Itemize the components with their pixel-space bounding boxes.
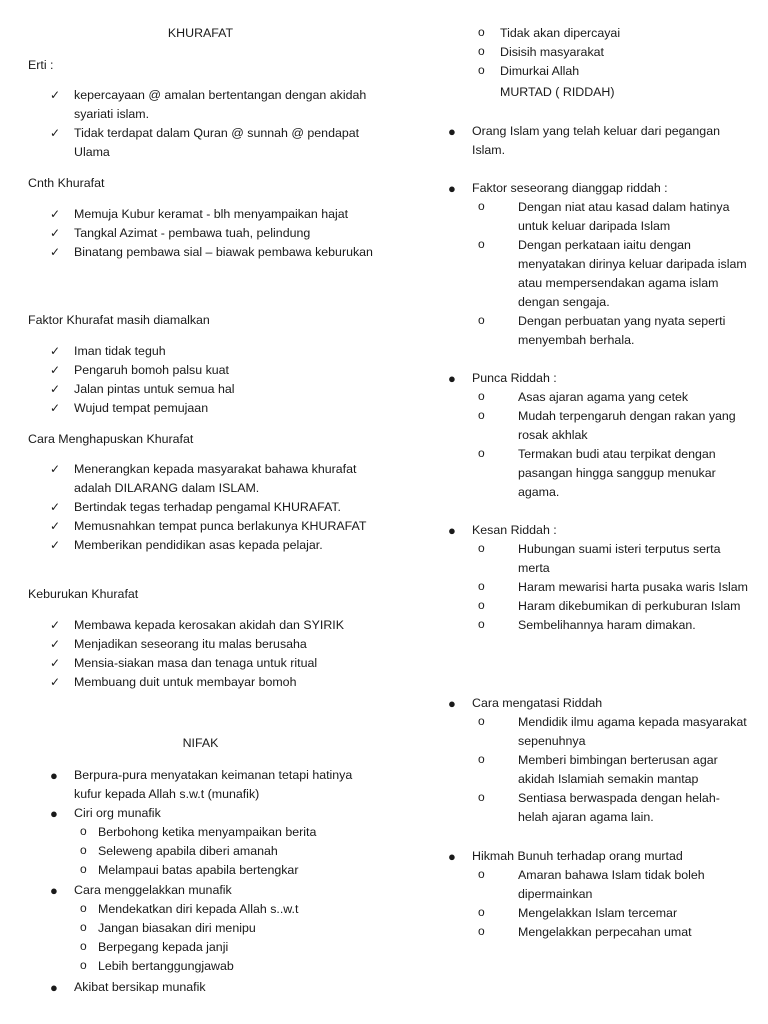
circle-bullet-icon: o <box>478 790 485 804</box>
list-item: ● Orang Islam yang telah keluar dari pegangan Islam. <box>448 124 720 157</box>
circle-bullet-icon: o <box>478 598 485 612</box>
circle-bullet-icon: o <box>478 44 485 58</box>
circle-bullet-icon: o <box>478 389 485 403</box>
list-item: ✓ Tidak terdapat dalam Quran @ sunnah @ pendapat Ulama <box>50 126 360 159</box>
cara-riddah-list <box>448 713 748 827</box>
bullet-icon: ● <box>448 181 456 196</box>
list-item: ● Berpura-pura menyatakan keimanan tetapi hatinya kufur kepada Allah s.w.t (munafik) <box>50 768 353 801</box>
list-item: ● Faktor seseorang dianggap riddah : <box>448 181 668 196</box>
list-item: o Mendidik ilmu agama kepada masyarakat sepenuhnya <box>478 714 747 748</box>
list-item: ● Cara mengatasi Riddah <box>448 696 603 711</box>
list-item: ✓ Menjadikan seseorang itu malas berusaha <box>28 635 373 654</box>
list-item: ✓ Menerangkan kepada masyarakat bahawa khurafat adalah DILARANG dalam ISLAM. <box>50 462 357 495</box>
list-item: o Dengan perbuatan yang nyata seperti menyembah berhala. <box>478 313 726 347</box>
murtad-title: MURTAD ( RIDDAH) <box>500 85 615 99</box>
list-item: ✓ kepercayaan @ amalan bertentangan dengan akidah syariati islam. <box>50 88 367 121</box>
check-icon: ✓ <box>50 207 61 221</box>
keburukan-list <box>28 616 373 692</box>
list-item: o Seleweng apabila diberi amanah <box>80 843 278 858</box>
check-icon: ✓ <box>50 675 61 689</box>
check-icon: ✓ <box>50 538 61 552</box>
list-item: ✓ Memusnahkan tempat punca berlakunya KHURAFAT <box>28 517 373 536</box>
list-item: o Disisih masyarakat <box>478 44 604 59</box>
top-consequence-list <box>448 24 748 81</box>
circle-bullet-icon: o <box>478 905 485 919</box>
faktor-heading: Faktor Khurafat masih diamalkan <box>28 313 210 327</box>
list-item: o Melampaui batas apabila bertengkar <box>80 862 299 877</box>
check-icon: ✓ <box>50 382 61 396</box>
murtad-def-list <box>448 122 748 160</box>
list-item: o Mengelakkan Islam tercemar <box>478 905 678 920</box>
circle-bullet-icon: o <box>478 541 485 555</box>
circle-bullet-icon: o <box>80 901 87 915</box>
list-item: ✓ Bertindak tegas terhadap pengamal KHURAFAT. <box>28 498 373 517</box>
nifak-list <box>28 766 373 823</box>
ciri-list <box>28 823 373 880</box>
list-item: ✓ Tangkal Azimat - pembawa tuah, pelindung <box>28 224 373 243</box>
list-item: o Haram mewarisi harta pusaka waris Islam <box>478 579 748 594</box>
check-icon: ✓ <box>50 88 61 102</box>
list-item: o Mendekatkan diri kepada Allah s..w.t <box>80 901 299 916</box>
cara-heading: Cara Menghapuskan Khurafat <box>28 432 194 446</box>
list-item: ✓ Pengaruh bomoh palsu kuat <box>28 361 373 380</box>
bullet-icon: ● <box>448 124 456 139</box>
circle-bullet-icon: o <box>478 408 485 422</box>
bullet-icon: ● <box>50 883 58 898</box>
cara-riddah-heading-list <box>448 694 748 713</box>
check-icon: ✓ <box>50 363 61 377</box>
circle-bullet-icon: o <box>80 920 87 934</box>
punca-list <box>448 388 748 502</box>
list-item: o Sentiasa berwaspada dengan helah-helah ajaran agama lain. <box>478 790 720 824</box>
list-item: ✓ Membawa kepada kerosakan akidah dan SYIRIK <box>28 616 373 635</box>
list-item: o Berpegang kepada janji <box>80 939 229 954</box>
circle-bullet-icon: o <box>478 924 485 938</box>
circle-bullet-icon: o <box>478 446 485 460</box>
faktor-list <box>28 342 373 418</box>
circle-bullet-icon: o <box>80 862 87 876</box>
check-icon: ✓ <box>50 637 61 651</box>
faktor-riddah-heading-list <box>448 179 748 198</box>
list-item: ● Punca Riddah : <box>448 371 557 386</box>
list-item: ✓ Wujud tempat pemujaan <box>28 399 373 418</box>
circle-bullet-icon: o <box>80 824 87 838</box>
kesan-heading-list <box>448 521 748 540</box>
khurafat-title: KHURAFAT <box>167 26 234 40</box>
list-item: o Dengan niat atau kasad dalam hatinya untuk keluar daripada Islam <box>478 199 730 233</box>
circle-bullet-icon: o <box>478 579 485 593</box>
list-item: ✓ Iman tidak teguh <box>28 342 373 361</box>
punca-heading-list <box>448 369 748 388</box>
circle-bullet-icon: o <box>478 867 485 881</box>
bullet-icon: ● <box>50 806 58 821</box>
check-icon: ✓ <box>50 519 61 533</box>
list-item: o Mudah terpengaruh dengan rakan yang rosak akhlak <box>478 408 736 442</box>
list-item: o Dengan perkataan iaitu dengan menyatakan dirinya keluar daripada islam atau mempersendakan agama islam dengan sengaja. <box>478 237 747 309</box>
list-item: ● Kesan Riddah : <box>448 523 557 538</box>
list-item: ● Ciri org munafik <box>50 806 161 821</box>
list-item: o Tidak akan dipercayai <box>478 25 621 40</box>
list-item: o Amaran bahawa Islam tidak boleh dipermainkan <box>478 867 705 901</box>
list-item: o Sembelihannya haram dimakan. <box>478 617 696 632</box>
hikmah-list <box>448 866 748 942</box>
hikmah-heading-list <box>448 847 748 866</box>
check-icon: ✓ <box>50 126 61 140</box>
list-item: ✓ Jalan pintas untuk semua hal <box>28 380 373 399</box>
list-item: o Dimurkai Allah <box>478 63 580 78</box>
circle-bullet-icon: o <box>478 237 485 251</box>
list-item: ● Cara menggelakkan munafik <box>50 883 232 898</box>
list-item: ✓ Memuja Kubur keramat - blh menyampaikan hajat <box>28 205 373 224</box>
cara-list <box>28 460 373 555</box>
keburukan-heading: Keburukan Khurafat <box>28 587 139 601</box>
list-item: ✓ Memberikan pendidikan asas kepada pelajar. <box>28 536 373 555</box>
bullet-icon: ● <box>50 768 58 783</box>
check-icon: ✓ <box>50 344 61 358</box>
list-item: ✓ Mensia-siakan masa dan tenaga untuk ritual <box>28 654 373 673</box>
circle-bullet-icon: o <box>478 199 485 213</box>
circle-bullet-icon: o <box>80 843 87 857</box>
check-icon: ✓ <box>50 462 61 476</box>
erti-list <box>28 86 373 162</box>
bullet-icon: ● <box>448 371 456 386</box>
circle-bullet-icon: o <box>478 313 485 327</box>
cara-munafik-heading-list <box>28 881 373 900</box>
cnth-list <box>28 205 373 262</box>
akibat-heading-list <box>28 978 373 997</box>
bullet-icon: ● <box>50 980 58 995</box>
check-icon: ✓ <box>50 618 61 632</box>
circle-bullet-icon: o <box>478 63 485 77</box>
check-icon: ✓ <box>50 226 61 240</box>
list-item: o Jangan biasakan diri menipu <box>80 920 256 935</box>
list-item: o Haram dikebumikan di perkuburan Islam <box>478 598 741 613</box>
circle-bullet-icon: o <box>80 939 87 953</box>
nifak-title: NIFAK <box>182 736 219 750</box>
list-item: o Mengelakkan perpecahan umat <box>478 924 692 939</box>
bullet-icon: ● <box>448 523 456 538</box>
check-icon: ✓ <box>50 401 61 415</box>
bullet-icon: ● <box>448 696 456 711</box>
check-icon: ✓ <box>50 245 61 259</box>
list-item: ✓ Membuang duit untuk membayar bomoh <box>28 673 373 692</box>
cnth-heading: Cnth Khurafat <box>28 176 105 190</box>
circle-bullet-icon: o <box>478 714 485 728</box>
list-item: ✓ Binatang pembawa sial – biawak pembawa keburukan <box>28 243 373 262</box>
check-icon: ✓ <box>50 500 61 514</box>
list-item: o Berbohong ketika menyampaikan berita <box>80 824 317 839</box>
kesan-list <box>448 540 748 635</box>
circle-bullet-icon: o <box>478 752 485 766</box>
list-item: ● Hikmah Bunuh terhadap orang murtad <box>448 849 683 864</box>
list-item: o Lebih bertanggungjawab <box>80 958 234 973</box>
list-item: o Hubungan suami isteri terputus serta merta <box>478 541 721 575</box>
cara-munafik-list <box>28 900 373 976</box>
list-item: ● Akibat bersikap munafik <box>50 980 206 995</box>
circle-bullet-icon: o <box>80 958 87 972</box>
erti-heading: Erti : <box>28 58 54 72</box>
list-item: o Asas ajaran agama yang cetek <box>478 389 689 404</box>
faktor-riddah-list <box>448 198 748 350</box>
bullet-icon: ● <box>448 849 456 864</box>
check-icon: ✓ <box>50 656 61 670</box>
circle-bullet-icon: o <box>478 617 485 631</box>
list-item: o Memberi bimbingan berterusan agar akidah Islamiah semakin mantap <box>478 752 718 786</box>
list-item: o Termakan budi atau terpikat dengan pasangan hingga sanggup menukar agama. <box>478 446 716 499</box>
circle-bullet-icon: o <box>478 25 485 39</box>
